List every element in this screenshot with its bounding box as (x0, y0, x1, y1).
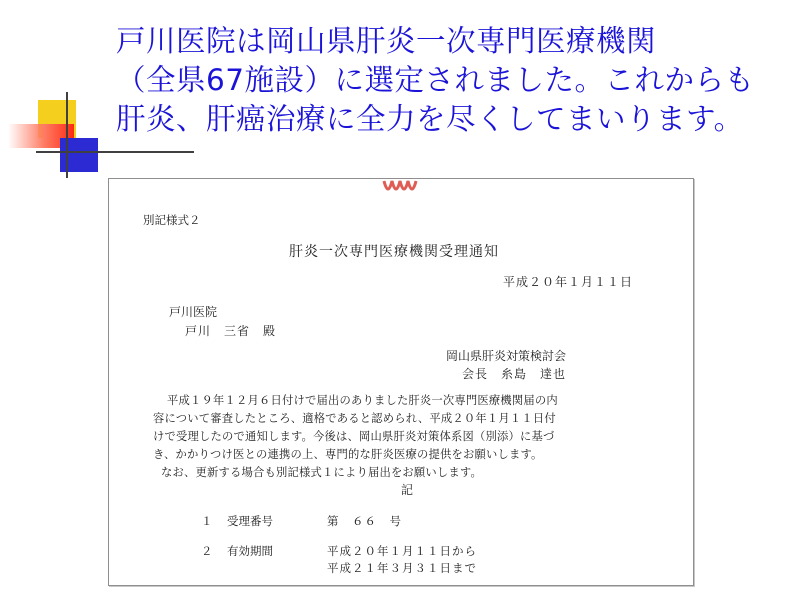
slide-title (116, 22, 796, 139)
item-value: 平成２０年１月１１日から (327, 544, 477, 558)
item-value: 平成２１年３月３１日まで (327, 561, 477, 575)
sender-person: 会長 糸島 達也 (462, 367, 567, 381)
decor-horizontal-line (36, 151, 194, 153)
recipient-person: 戸川 三省 殿 (185, 324, 277, 338)
item-number: ２ (201, 544, 213, 558)
body-line: き、かかりつけ医との連携の上、専門的な肝炎医療の提供をお願いします。 (153, 448, 543, 461)
red-seal-stamp-fragment (380, 179, 420, 199)
form-label: 別記様式２ (143, 213, 201, 227)
item-value: 第 ６６ 号 (327, 514, 402, 528)
slide-title-line: （全県67施設）に選定されました。これからも (116, 63, 755, 97)
slide-title-line: 肝炎、肝癌治療に全力を尽くしてまいります。 (116, 102, 744, 136)
body-line: 容について審査したところ、適格であると認められ、平成２０年１月１１日付 (153, 412, 556, 425)
body-line: けで受理したので通知します。今後は、岡山県肝炎対策体系図（別添）に基づ (153, 430, 555, 443)
item-label: 受理番号 (227, 514, 273, 528)
document-title: 肝炎一次専門医療機関受理通知 (289, 244, 499, 260)
scanned-notice-document (108, 178, 694, 586)
decor-vertical-line (66, 92, 68, 178)
slide-title-line: 戸川医院は岡山県肝炎一次専門医療機関 (116, 24, 657, 58)
document-date: 平成２０年１月１１日 (503, 275, 634, 289)
item-label: 有効期間 (227, 544, 273, 558)
recipient-clinic: 戸川医院 (169, 305, 218, 319)
body-line: なお、更新する場合も別記様式１により届出をお願いします。 (161, 466, 483, 479)
body-line: 平成１９年１２月６日付けで届出のありました肝炎一次専門医療機関届の内 (167, 394, 558, 407)
item-number: １ (201, 514, 213, 528)
sender-organization: 岡山県肝炎対策検討会 (446, 349, 567, 363)
ki-heading: 記 (401, 483, 414, 497)
